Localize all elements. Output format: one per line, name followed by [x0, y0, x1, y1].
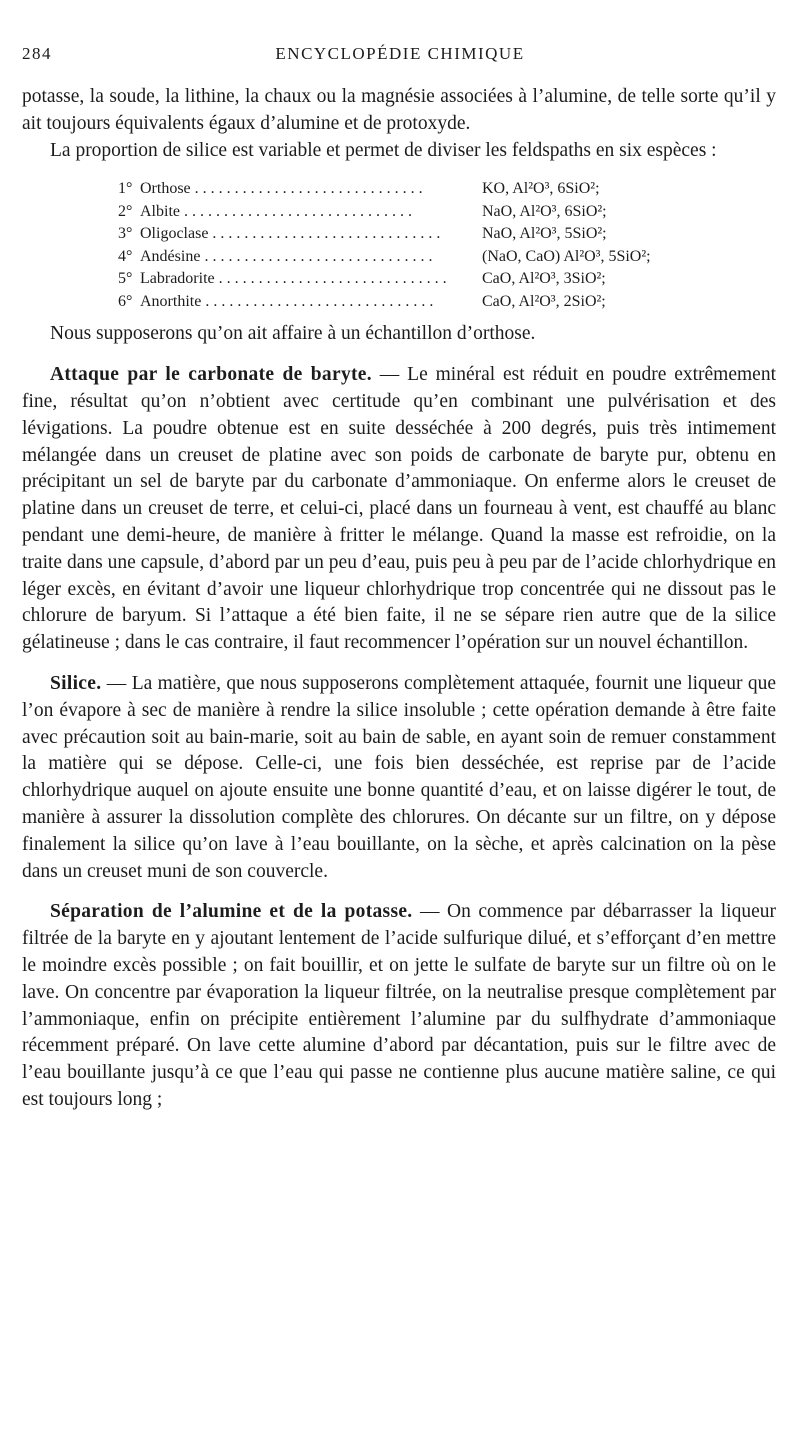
mineral-formula: CaO, Al²O³, 3SiO²; — [482, 270, 606, 288]
body-text — [22, 84, 776, 1114]
mineral-name: Labradorite . . . — [140, 268, 470, 291]
mineral-formula: NaO, Al²O³, 6SiO²; — [482, 202, 607, 220]
section-silice — [22, 671, 776, 885]
section-attaque — [22, 362, 776, 657]
running-title: ENCYCLOPÉDIE CHIMIQUE — [275, 44, 525, 63]
list-item — [118, 246, 650, 269]
item-number: 5° — [118, 270, 133, 288]
mineral-name: Anorthite . . . — [140, 291, 470, 314]
mineral-formula: CaO, Al²O³, 2SiO²; — [482, 292, 606, 310]
section-body: — Le minéral est réduit en poudre extrêmement fine, résultat qu’on n’obtient avec certitude qu’en combinant une pulvérisation et des lévigations. La poudre obtenue est en suite desséchée à 200 degrés, puis très intimement mélangée dans un creuset de platine avec son poids de carbonate de baryte pur, obtenu en précipitant un sel de baryte par du carbonate d’ammoniaque. On enferme alors le creuset de platine dans un creuset de terre, et celui-ci, placé dans un fourneau à vent, est chauffé au blanc pendant une demi-heure, de manière à fritter le mélange. Quand la masse est refroidie, on la traite dans une capsule, d’abord par un peu d’eau, puis peu à peu par de l’acide chlorhydrique en léger excès, en évitant d’avoir une liqueur chlorhydrique trop concentrée qui ne dissout pas le chlorure de baryum. Si l’attaque a été bien faite, il ne se sépare rien autre que de la silice gélatineuse ; dans le cas contraire, il faut recommencer l’opération sur un nouvel échantillon. — [22, 364, 777, 654]
intro-paragraph-2: La proportion de silice est variable et permet de diviser les feldspaths en six espèces : — [50, 139, 717, 161]
mineral-formula: KO, Al²O³, 6SiO²; — [482, 180, 600, 198]
mineral-formula: (NaO, CaO) Al²O³, 5SiO²; — [482, 247, 651, 265]
list-item — [118, 201, 650, 224]
section-heading: Silice. — [50, 672, 102, 694]
orthose-note: Nous supposerons qu’on ait affaire à un échantillon d’orthose. — [50, 323, 536, 345]
list-item — [118, 268, 650, 291]
page-header — [22, 44, 778, 74]
item-number: 2° — [118, 202, 133, 220]
list-item — [118, 223, 650, 246]
page-number: 284 — [22, 44, 52, 63]
mineral-name: Albite . . . — [140, 201, 470, 224]
section-body: — La matière, que nous supposerons complètement attaquée, fournit une liqueur que l’on évapore à sec de manière à rendre la silice insoluble ; cette opération demande à être faite avec précaution soit au bain-marie, soit au bain de sable, en ayant soin de remuer constamment la matière qui se dépose. Celle-ci, une fois bien desséchée, est reprise par de l’acide chlorhydrique auquel on ajoute ensuite une bonne quantité d’eau, et on laisse digérer le tout, de manière à assurer la dissolution complète des chlorures. On décante sur un filtre, on y dépose finalement la silice qu’on lave à l’eau bouillante, on la sèche, et après calcination on la pèse dans un creuset muni de son couvercle. — [22, 672, 776, 882]
item-number: 4° — [118, 247, 133, 265]
section-heading: Attaque par le carbonate de baryte. — [50, 364, 372, 386]
mineral-name: Oligoclase . . . — [140, 223, 470, 246]
section-body: — On commence par débarrasser la liqueur filtrée de la baryte en y ajoutant lentement de l’acide sulfurique dilué, et s’efforçant d’en mettre le moindre excès possible ; on fait bouillir, et on jette le sulfate de baryte sur un filtre où on le lave. On concentre par évaporation la liqueur filtrée, on la neutralise presque complètement par l’ammoniaque, enfin on précipite entièrement l’alumine par du sulfhydrate d’ammoniaque récemment préparé. On lave cette alumine d’abord par décantation, puis sur le filtre avec de l’eau bouillante jusqu’à ce que l’eau qui passe ne contienne plus aucune matière saline, ce qui est toujours long ; — [22, 901, 776, 1110]
item-number: 3° — [118, 225, 133, 243]
intro-paragraph-1: potasse, la soude, la lithine, la chaux ou la magnésie associées à l’alumine, de telle sorte qu’il y ait toujours équivalents égaux d’alumine et de protoxyde. — [22, 86, 776, 134]
feldspath-list — [118, 178, 650, 313]
mineral-name: Andésine . . . — [140, 246, 470, 269]
section-separation — [22, 899, 776, 1113]
mineral-name: Orthose . . . — [140, 178, 470, 201]
list-item — [118, 178, 650, 201]
section-heading: Séparation de l’alumine et de la potasse. — [50, 901, 413, 923]
list-item — [118, 291, 650, 314]
mineral-formula: NaO, Al²O³, 5SiO²; — [482, 225, 607, 243]
item-number: 1° — [118, 180, 133, 198]
item-number: 6° — [118, 292, 133, 310]
